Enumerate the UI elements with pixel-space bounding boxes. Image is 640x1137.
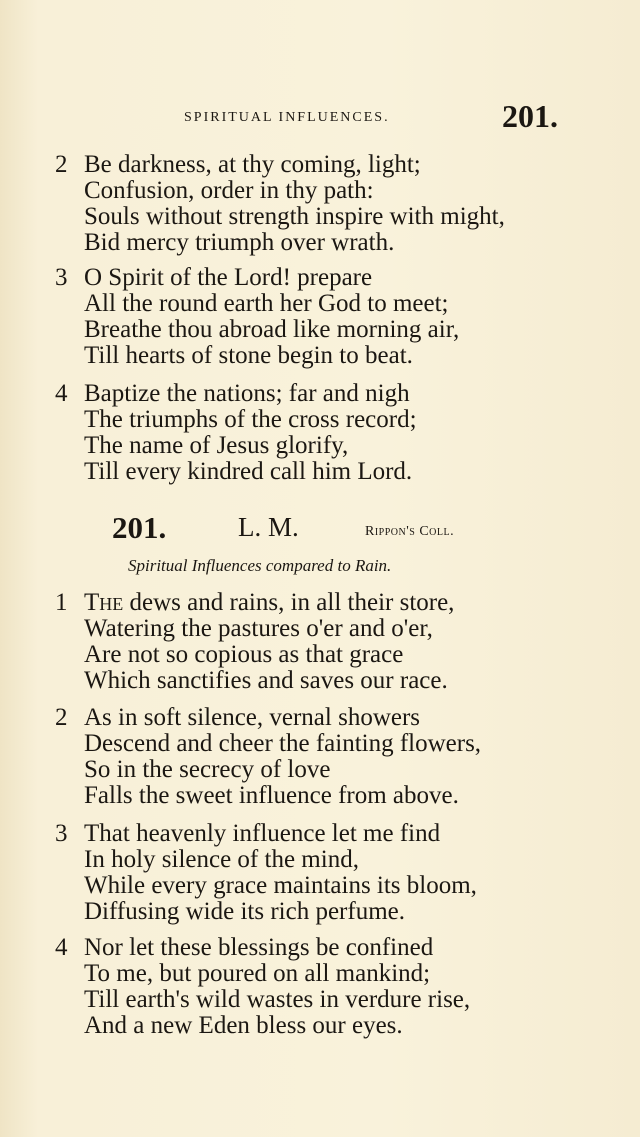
verse-number: 4 (55, 934, 68, 961)
page-number: 201. (502, 98, 558, 134)
verse-line (84, 590, 454, 616)
hymn-number: 201. (112, 510, 167, 545)
hymn-heading (0, 510, 640, 550)
verse-line: Confusion, order in thy path: (84, 177, 374, 204)
verse-line: Baptize the nations; far and nigh (84, 380, 410, 407)
verse-line: Which sanctifies and saves our race. (84, 667, 448, 694)
verse-number: 2 (55, 704, 68, 731)
verse-line: So in the secrecy of love (84, 756, 331, 783)
verse-line: Diffusing wide its rich perfume. (84, 898, 405, 925)
verse-number: 2 (55, 151, 68, 178)
verse-number: 3 (55, 264, 68, 291)
hymn-source: Rippon's Coll. (365, 524, 455, 539)
verse-line: As in soft silence, vernal showers (84, 704, 421, 731)
hymn-meter: L. M. (238, 512, 299, 542)
verse-line: Breathe thou abroad like morning air, (84, 316, 460, 343)
hymn-subtitle: Spiritual Influences compared to Rain. (128, 556, 392, 575)
verse-line: Till every kindred call him Lord. (84, 458, 413, 485)
page-header (0, 98, 640, 138)
verse-line: In holy silence of the mind, (84, 846, 359, 873)
verse-number: 1 (55, 589, 68, 616)
first-line-rest: dews and rains, in all their store, (123, 589, 455, 616)
verse-line: Till earth's wild wastes in verdure rise, (84, 986, 471, 1013)
verse-line: All the round earth her God to meet; (84, 290, 449, 317)
verse-line: That heavenly influence let me find (84, 820, 441, 847)
verse-number: 3 (55, 820, 68, 847)
verse-line: Are not so copious as that grace (84, 641, 404, 668)
verse-line: Souls without strength inspire with might, (84, 203, 505, 230)
verse-line: The triumphs of the cross record; (84, 406, 417, 433)
verse-line: And a new Eden bless our eyes. (84, 1012, 403, 1039)
verse-line: Watering the pastures o'er and o'er, (84, 615, 433, 642)
verse-line: O Spirit of the Lord! prepare (84, 264, 373, 291)
verse-line: Bid mercy triumph over wrath. (84, 229, 395, 256)
verse-line: Descend and cheer the fainting flowers, (84, 730, 482, 757)
verse-line: Be darkness, at thy coming, light; (84, 151, 421, 178)
verse-number: 4 (55, 380, 68, 407)
running-head: SPIRITUAL INFLUENCES. (184, 110, 390, 125)
verse-line: To me, but poured on all mankind; (84, 960, 431, 987)
verse-line: Falls the sweet influence from above. (84, 782, 459, 809)
verse-line: Till hearts of stone begin to beat. (84, 342, 413, 369)
verse-line: While every grace maintains its bloom, (84, 872, 477, 899)
first-word: The (84, 589, 124, 616)
verse-line: The name of Jesus glorify, (84, 432, 349, 459)
verse-line: Nor let these blessings be confined (84, 934, 434, 961)
